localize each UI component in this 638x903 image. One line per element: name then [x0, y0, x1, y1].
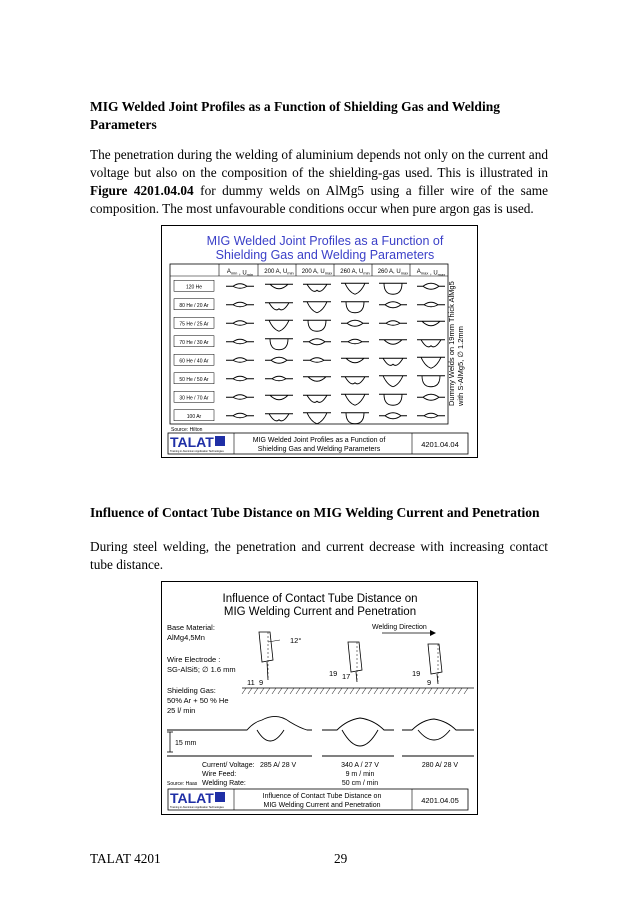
- talat-logo-sub: Training in Aluminium Application Technologies: [170, 450, 224, 453]
- hatch-line: [314, 688, 318, 694]
- hatch-line: [308, 688, 312, 694]
- weld-profile: [379, 413, 407, 419]
- hatch-line: [422, 688, 426, 694]
- electrode-label: Wire Electrode :: [167, 655, 221, 664]
- gas-mix-label: 50 He / 50 Ar: [179, 376, 209, 383]
- weld-profile: [341, 358, 369, 363]
- rate-value-2: 50 cm / min: [341, 780, 379, 787]
- talat-logo-mark: [215, 436, 225, 446]
- figure-caption: MIG Welding Current and Penetration: [263, 802, 381, 809]
- gas-value: 50% Ar + 50 % He: [167, 696, 229, 705]
- weld-profile: [226, 321, 254, 326]
- weld-profile: [303, 339, 331, 345]
- weld-profile: [417, 283, 445, 289]
- electrode-value: SG-AlSi5; ∅ 1.6 mm: [167, 665, 236, 674]
- source-note: Source: Hilton: [171, 427, 203, 433]
- column-header: 200 A, $U_{max}$: [301, 269, 333, 276]
- hatch-line: [404, 688, 408, 694]
- figure-contact-tube-graphic: [162, 582, 477, 814]
- hatch-line: [248, 688, 252, 694]
- weld-profile: [379, 376, 407, 387]
- side-label: Dummy Welds on 19mm Thick AlMg5: [447, 281, 456, 406]
- hatch-line: [302, 688, 306, 694]
- weld-profile: [303, 302, 331, 313]
- weld-profile: [303, 395, 331, 402]
- gas-mix-label: 75 He / 25 Ar: [179, 321, 209, 328]
- figure-title: MIG Welded Joint Profiles as a Function of: [206, 234, 444, 248]
- feed-value-2: 9 m / min: [345, 771, 375, 778]
- gas-mix-label: 30 He / 70 Ar: [179, 395, 209, 402]
- weld-profile: [303, 358, 331, 363]
- hatch-line: [434, 688, 438, 694]
- weld-profile: [226, 339, 254, 344]
- cross-section-2: [322, 718, 394, 756]
- weld-profile: [341, 283, 369, 294]
- weld-profile: [417, 357, 445, 368]
- figure-number: 4201.04.05: [421, 796, 459, 805]
- weld-profile: [265, 357, 293, 363]
- figure-number: 4201.04.04: [421, 440, 459, 449]
- torch-1: [259, 632, 280, 680]
- gas-label: Shielding Gas:: [167, 686, 216, 695]
- gas-mix-label: 100 Ar: [186, 413, 202, 420]
- paragraph-text: for dummy welds on AlMg5 using a filler wire of the same composition. The most unfavourable conditions occur when pure argon gas is used.: [90, 183, 548, 216]
- weld-profile: [226, 284, 254, 289]
- dimension-label: 19: [329, 669, 338, 678]
- hatch-line: [440, 688, 444, 694]
- talat-logo-mark: [215, 792, 225, 802]
- hatch-line: [386, 688, 390, 694]
- figure-caption: Influence of Contact Tube Distance on: [262, 793, 382, 800]
- weld-profile: [341, 339, 369, 344]
- hatch-line: [290, 688, 294, 694]
- base-material-value: AlMg4,5Mn: [167, 633, 205, 642]
- weld-profile: [265, 395, 293, 400]
- weld-profile: [379, 283, 407, 294]
- hatch-line: [332, 688, 336, 694]
- dimension-label: 19: [412, 669, 421, 678]
- welding-direction-label: Welding Direction: [372, 624, 427, 631]
- source-note: Source: Haas: [167, 781, 198, 787]
- cross-section-3: [402, 719, 474, 756]
- column-header: 260 A, $U_{min}$: [340, 269, 370, 276]
- profile-row: [174, 410, 445, 424]
- weld-profile: [226, 358, 254, 363]
- voltage-value-1: 285 A/ 28 V: [260, 762, 297, 769]
- dimension-label: 9: [427, 678, 432, 687]
- gas-mix-label: 80 He / 20 Ar: [179, 302, 209, 309]
- weld-profile: [303, 284, 331, 291]
- hatch-line: [350, 688, 354, 694]
- weld-profile: [379, 321, 407, 326]
- gas-mix-label: 70 He / 30 Ar: [179, 339, 209, 346]
- weld-profile: [417, 321, 445, 326]
- section-heading-profiles: MIG Welded Joint Profiles as a Function of Shielding Gas and Welding Parameters: [90, 99, 500, 132]
- gas-mix-label: 120 He: [185, 284, 203, 291]
- hatch-line: [278, 688, 282, 694]
- section-heading-contact-tube: Influence of Contact Tube Distance on MIG Welding Current and Penetration: [90, 505, 540, 520]
- column-header: 260 A, $U_{max}$: [377, 269, 409, 276]
- dimension-label: 9: [259, 678, 264, 687]
- hatch-line: [452, 688, 456, 694]
- paragraph-text: The penetration during the welding of aluminium depends not only on the current and voltage but also on the composition of the shielding-gas used. This is illustrated in: [90, 147, 548, 180]
- hatch-line: [284, 688, 288, 694]
- weld-profile: [379, 302, 407, 308]
- hatch-line: [344, 688, 348, 694]
- figure-title: Shielding Gas and Welding Parameters: [215, 248, 435, 262]
- talat-logo: TALAT: [170, 434, 214, 450]
- voltage-value-2: 340 A / 27 V: [341, 762, 379, 769]
- figure-title: MIG Welding Current and Penetration: [223, 606, 417, 618]
- weld-profile: [265, 414, 293, 421]
- column-header: $A_{min}$ , $U_{min}$: [226, 269, 254, 277]
- weld-profile: [265, 320, 293, 331]
- weld-profile: [303, 377, 331, 382]
- footer-page-number: 29: [334, 851, 348, 866]
- weld-profile: [379, 394, 407, 405]
- figure-caption: MIG Welded Joint Profiles as a Function of: [252, 437, 386, 444]
- scale-label: 15 mm: [175, 740, 197, 747]
- voltage-label: Current/ Voltage:: [202, 762, 255, 769]
- profile-row: [174, 280, 445, 294]
- weld-profile: [265, 376, 293, 381]
- hatch-line: [380, 688, 384, 694]
- hatch-line: [362, 688, 366, 694]
- dimension-label: 11: [247, 678, 255, 687]
- weld-profile: [341, 377, 369, 384]
- figure-weld-profiles: [161, 225, 478, 458]
- hatch-line: [428, 688, 432, 694]
- weld-profile: [417, 413, 445, 418]
- rate-label: Welding Rate:: [202, 780, 246, 787]
- profile-grid: [170, 264, 448, 424]
- paragraph-contact-tube: During steel welding, the penetration and current decrease with increasing contact tube distance.: [90, 539, 548, 572]
- gas-value: 25 l/ min: [167, 706, 196, 715]
- weld-profile: [265, 303, 293, 310]
- hatch-line: [416, 688, 420, 694]
- side-label: with S-AlMg5, ∅ 1.2mm: [456, 326, 465, 406]
- weld-profile: [226, 302, 254, 307]
- talat-logo: TALAT: [170, 790, 214, 806]
- hatch-line: [374, 688, 378, 694]
- weld-profile: [341, 320, 369, 326]
- profile-row: [174, 391, 445, 405]
- paragraph-profiles: [90, 146, 548, 218]
- weld-profile: [226, 376, 254, 381]
- talat-logo-sub: Training in Aluminium Application Technologies: [170, 806, 224, 809]
- hatch-line: [338, 688, 342, 694]
- hatch-line: [320, 688, 324, 694]
- hatch-line: [326, 688, 330, 694]
- weld-profile: [417, 394, 445, 400]
- scale-bar: [167, 732, 173, 752]
- figure-title: Influence of Contact Tube Distance on: [222, 593, 418, 605]
- weld-profile: [417, 302, 445, 307]
- column-header: 200 A, $U_{min}$: [264, 269, 294, 276]
- footer-document-id: TALAT 4201: [90, 851, 161, 866]
- hatch-line: [242, 688, 246, 694]
- column-header: $A_{max}$ , $U_{max}$: [416, 269, 446, 277]
- base-plate-hatch: [242, 688, 468, 694]
- weld-profile: [417, 376, 445, 387]
- profile-row: [174, 373, 445, 387]
- profile-row: [174, 317, 445, 331]
- hatch-line: [356, 688, 360, 694]
- figure-reference: Figure 4201.04.04: [90, 183, 194, 198]
- weld-profile: [303, 413, 331, 424]
- weld-profile: [341, 413, 369, 424]
- hatch-line: [368, 688, 372, 694]
- weld-profile: [417, 340, 445, 347]
- figure-weld-profiles-graphic: [162, 226, 477, 457]
- hatch-line: [446, 688, 450, 694]
- feed-label: Wire Feed:: [202, 771, 237, 778]
- weld-profile: [341, 302, 369, 313]
- hatch-line: [296, 688, 300, 694]
- hatch-line: [458, 688, 462, 694]
- hatch-line: [392, 688, 396, 694]
- torch-angle: 12°: [290, 636, 302, 645]
- hatch-line: [398, 688, 402, 694]
- profile-row: [174, 299, 445, 313]
- figure-contact-tube: [161, 581, 478, 815]
- weld-profile: [265, 339, 293, 350]
- hatch-line: [254, 688, 258, 694]
- hatch-line: [410, 688, 414, 694]
- hatch-line: [260, 688, 264, 694]
- profile-row: [174, 354, 445, 368]
- weld-profile: [265, 284, 293, 289]
- figure-caption: Shielding Gas and Welding Parameters: [257, 446, 381, 453]
- hatch-line: [272, 688, 276, 694]
- profile-row: [174, 336, 445, 350]
- weld-profile: [379, 340, 407, 345]
- dimension-label: 17: [342, 672, 351, 681]
- weld-profile: [379, 358, 407, 365]
- weld-profile: [341, 394, 369, 405]
- weld-profile: [303, 320, 331, 331]
- base-material-label: Base Material:: [167, 623, 215, 632]
- voltage-value-3: 280 A/ 28 V: [421, 762, 459, 769]
- weld-profile: [226, 413, 254, 418]
- cross-section-1: [167, 716, 312, 756]
- hatch-line: [464, 688, 468, 694]
- weld-profile: [226, 395, 254, 400]
- hatch-line: [266, 688, 270, 694]
- gas-mix-label: 60 He / 40 Ar: [179, 358, 209, 365]
